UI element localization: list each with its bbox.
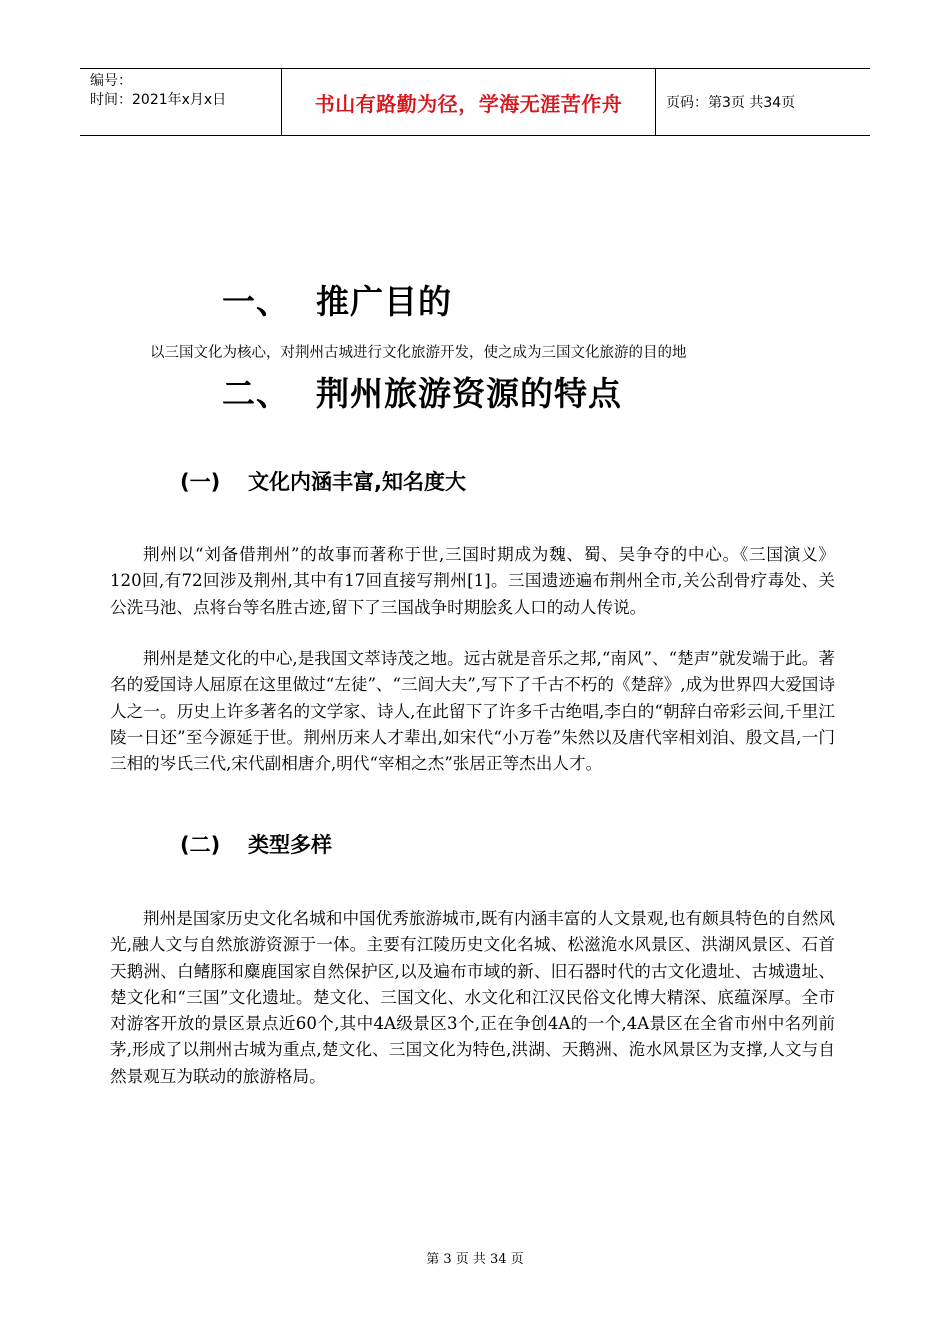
paragraph-3: 荆州是国家历史文化名城和中国优秀旅游城市,既有内涵丰富的人文景观,也有颇具特色的自然风光,融人文与自然旅游资源于一体。主要有江陵历史文化名城、松滋洈水风景区、洪湖风景区、石首天鹅洲、白鳍豚和麋鹿国家自然保护区,以及遍布市域的新、旧石器时代的古文化遗址、古城遗址、楚文化和“三国”文化遗址。楚文化、三国文化、水文化和江汉民俗文化博大精深、底蕴深厚。全市对游客开放的景区景点近60个,其中4A级景区3个,正在争创4A的一个,4A景区在全省市州中名列前茅,形成了以荆州古城为重点,楚文化、三国文化为特色,洪湖、天鹅洲、洈水风景区为支撑,人文与自然景观互为联动的旅游格局。 [110,909,835,1086]
number-label: 编号： [90,73,132,89]
header-motto-cell [282,69,656,135]
subsection-title: 类型多样 [248,833,332,857]
header-meta [80,69,282,135]
paragraph-2: 荆州是楚文化的中心,是我国文萃诗茂之地。远古就是音乐之邦,“南风”、“楚声”就发端于此。著名的爱国诗人屈原在这里做过“左徒”、“三闾大夫”,写下了千古不朽的《楚辞》,成为世界四大爱国诗人之一。历史上许多著名的文学家、诗人,在此留下了许多千古绝唱,李白的“朝辞白帝彩云间,千里江陵一日还”至今源延于世。荆州历来人才辈出,如宋代“小万卷”朱然以及唐代宰相刘洎、殷文昌,一门三相的岑氏三代,宋代副相唐介,明代“宰相之杰”张居正等杰出人才。 [110,649,835,774]
date-label: 时间：2021年x月x日 [90,92,227,108]
purpose-text: 以三国文化为核心，对荆州古城进行文化旅游开发，使之成为三国文化旅游的目的地 [150,345,687,361]
page-footer: 第 3 页 共 34 页 [426,1252,524,1267]
section-heading-2 [222,368,622,415]
motto-text: 书山有路勤为径，学海无涯苦作舟 [314,91,623,116]
subsection-heading-2 [180,829,332,859]
section-title: 荆州旅游资源的特点 [316,374,622,413]
subsection-title: 文化内涵丰富,知名度大 [248,470,466,494]
section-number: 一、 [222,282,290,321]
section-title: 推广目的 [316,282,452,321]
page-label: 页码：第3页 共34页 [666,95,796,111]
section-heading-1 [222,276,452,323]
page-header [80,68,870,136]
subsection-number: (二) [180,833,221,857]
subsection-heading-1 [180,466,466,496]
subsection-number: (一) [180,470,221,494]
section-number: 二、 [222,374,290,413]
header-page-cell [656,69,870,135]
paragraph-1: 荆州以“刘备借荆州”的故事而著称于世,三国时期成为魏、蜀、吴争夺的中心。《三国演义》120回,有72回涉及荆州,其中有17回直接写荆州[1]。三国遗迹遍布荆州全市,关公刮骨疗毒处、关公洗马池、点将台等名胜古迹,留下了三国战争时期脍炙人口的动人传说。 [110,545,835,617]
